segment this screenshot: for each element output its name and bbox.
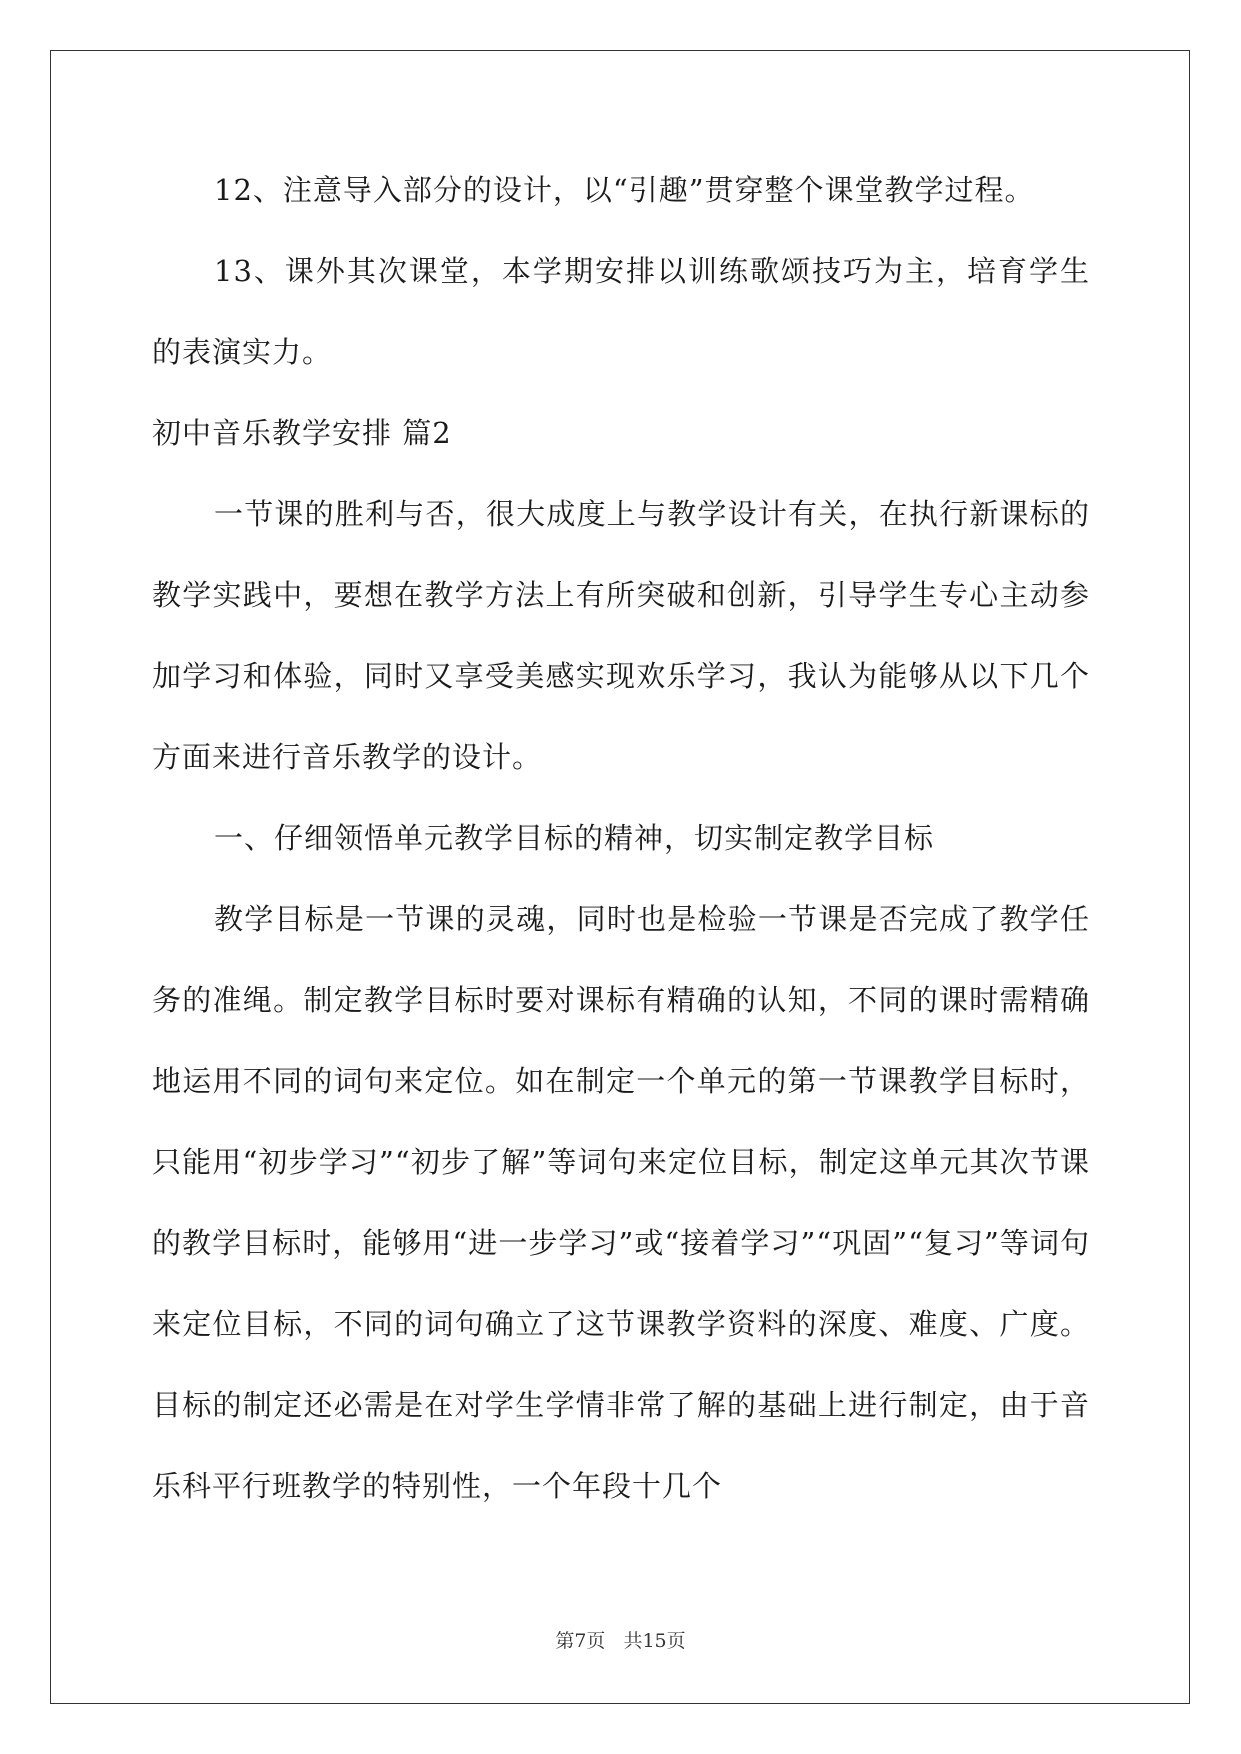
paragraph-intro: 一节课的胜利与否，很大成度上与教学设计有关，在执行新课标的教学实践中，要想在教学方法上有所突破和创新，引导学生专心主动参加学习和体验，同时又享受美感实现欢乐学习，我认为能够从以下几个方面来进行音乐教学的设计。	[152, 497, 1090, 774]
page-number: 第7页	[555, 1630, 606, 1652]
page-footer	[0, 1626, 1241, 1653]
section-heading: 初中音乐教学安排 篇2	[152, 416, 452, 450]
paragraph-objectives: 教学目标是一节课的灵魂，同时也是检验一节课是否完成了教学任务的准绳。制定教学目标时要对课标有精确的认知，不同的课时需精确地运用不同的词句来定位。如在制定一个单元的第一节课教学目标时，只能用“初步学习”“初步了解”等词句来定位目标，制定这单元其次节课的教学目标时，能够用“进一步学习”或“接着学习”“巩固”“复习”等词句来定位目标，不同的词句确立了这节课教学资料的深度、难度、广度。目标的制定还必需是在对学生学情非常了解的基础上进行制定，由于音乐科平行班教学的特别性，一个年段十几个	[152, 902, 1090, 1503]
paragraph-item-13: 13、课外其次课堂，本学期安排以训练歌颂技巧为主，培育学生的表演实力。	[152, 254, 1090, 369]
paragraph-item-12: 12、注意导入部分的设计，以“引趣”贯穿整个课堂教学过程。	[214, 173, 1035, 207]
document-body	[152, 150, 1090, 1527]
page-total: 共15页	[623, 1630, 686, 1652]
subheading-one: 一、仔细领悟单元教学目标的精神，切实制定教学目标	[214, 821, 935, 855]
